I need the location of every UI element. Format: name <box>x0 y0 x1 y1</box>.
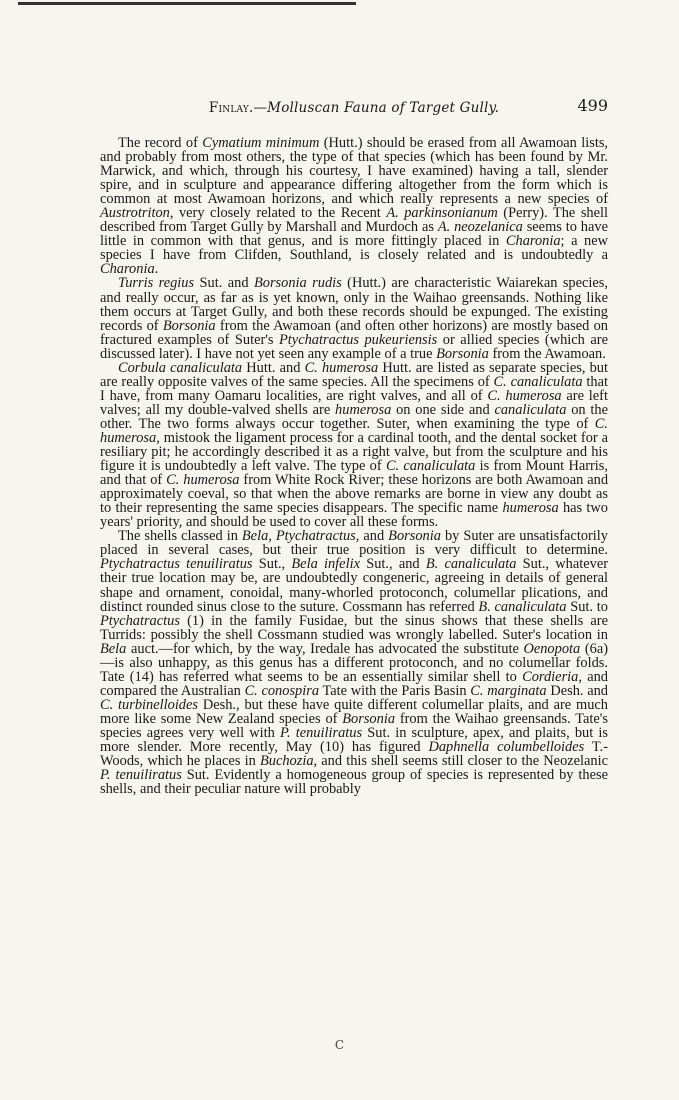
italic-text: C. humerosa <box>100 415 608 446</box>
italic-text: C. turbinelloides <box>100 696 198 713</box>
italic-text: Charonia <box>505 233 561 250</box>
text-run: Desh., but these have quite different columellar plaits, and are much more like some New Zealand species of <box>100 696 608 727</box>
running-article-title: .—Molluscan Fauna of Target Gully. <box>248 100 500 116</box>
text-run: The shells classed in <box>118 528 242 545</box>
text-run: Tate with the Paris Basin <box>319 682 471 699</box>
text-run: has two years' priority, and should be used to cover all these forms. <box>100 500 608 531</box>
italic-text: C. conospira <box>244 682 320 699</box>
text-run: Hutt. and <box>242 359 305 376</box>
italic-text: Cordieria <box>522 668 579 685</box>
top-edge-rule <box>18 2 356 5</box>
text-run: Hutt. are listed as separate species, but are really opposite valves of the same species. All the specimens of <box>100 359 608 390</box>
paragraph <box>100 529 608 796</box>
italic-text: Oenopota <box>523 640 581 657</box>
italic-text: Buchozia <box>259 753 314 770</box>
text-run: from the Awamoan. <box>488 345 606 362</box>
italic-text: Borsonia <box>436 345 489 362</box>
text-run: Desh. and <box>546 682 608 699</box>
italic-text: Bela, Ptychatractus, <box>241 528 360 545</box>
text-run: . <box>154 261 159 278</box>
text-run: Sut., <box>252 556 292 573</box>
italic-text: Corbula canaliculata <box>118 359 243 376</box>
text-run: (1) in the family Fusidae, but the sinus shows that these shells are Turrids: possibly the shell Cossmann studied was wrongly labelled. Suter's location in <box>100 612 608 643</box>
text-run: , and this shell seems still closer to the Neozelanic <box>313 753 609 770</box>
paragraph <box>100 136 608 276</box>
text-run: by Suter are unsatisfactorily placed in several cases, but their true position is very difficult to determine. <box>100 528 608 559</box>
italic-text: Ptychatractus pukeuriensis <box>279 331 438 348</box>
italic-text: B. canaliculata <box>425 556 517 573</box>
text-run: The record of <box>118 135 203 151</box>
text-run: Sut., whatever their true location may be, are undoubtedly congeneric, agreeing in details of general shape and ornament, conoidal, many-whorled protoconch, columellar plications, and distinct rounded sinus close to the suture. Cossmann has referred <box>100 556 608 615</box>
italic-text: Borsonia <box>388 528 441 545</box>
text-run: Sut. in sculpture, apex, and plaits, but is more slender. More recently, May (10) has figured <box>100 724 608 756</box>
italic-text: Turris regius <box>118 275 195 292</box>
text-run: that I have, from many Oamaru localities, are right valves, and all of <box>100 373 608 404</box>
running-header <box>100 92 608 122</box>
text-run: seems to have little in common with that genus, and is more fittingly placed in <box>100 219 608 250</box>
text-run: (Perry). The shell described from Target Gully by Marshall and Murdoch as <box>100 205 608 236</box>
italic-text: humerosa <box>335 401 392 418</box>
text-run: Sut. to <box>566 598 608 615</box>
italic-text: A. parkinsonianum <box>386 205 498 222</box>
text-run: (Hutt.) should be erased from all Awamoan lists, and probably from most others, the type of that species (which has been found by Mr. Marwick, and which, through his courtesy, I have examined) having a tall, slender spire, and in sculpture and appearance differing altogether from the form which is common at most Awamoan horizons, and which really represents a new species of <box>100 135 609 208</box>
text-run: , mistook the ligament process for a cardinal tooth, and the dental socket for a resiliary pit; he accordingly described it as a right valve, but from the sculpture and his figure it is undoubtedly a left valve. The type of <box>100 429 608 475</box>
italic-text: Borsonia <box>162 317 216 334</box>
text-run: from the Waihao greensands. Tate's species agrees very well with <box>100 710 608 741</box>
text-run: from the Awamoan (and often other horizons) are mostly based on fractured examples of Suter's <box>100 317 608 348</box>
italic-text: Borsonia rudis <box>253 275 342 292</box>
text-run: (6a)—is also unhappy, as this genus has a different protoconch, and no columellar folds. Tate (14) has referred what seems to be an essentially similar shell to <box>100 640 609 685</box>
italic-text: B. canaliculata <box>478 598 567 615</box>
text-run: Sut., and <box>359 556 426 573</box>
italic-text: C. canaliculata <box>385 458 476 475</box>
paragraph <box>100 276 608 360</box>
italic-text: Daphnella columbelloides <box>428 739 585 756</box>
text-run: or allied species (which are discussed later). I have not yet seen any example of a true <box>100 331 608 362</box>
italic-text: canaliculata <box>494 401 567 418</box>
italic-text: A. neozelanica <box>437 219 523 236</box>
italic-text: C. humerosa <box>166 472 240 489</box>
text-run: and <box>359 528 389 545</box>
italic-text: Bela <box>100 640 127 657</box>
text-run: from White Rock River; these horizons are both Awamoan and approximately coeval, so that when the above remarks are borne in view any doubt as to their representing the same species disappears. The specific name <box>100 472 609 517</box>
text-run: (Hutt.) are characteristic Waiarekan species, and really occur, as far as is yet known, only in the Waihao greensands. Nothing like them occurs at Target Gully, and both these records should be expunged. The existing records of <box>100 275 608 334</box>
italic-text: humerosa <box>502 500 559 517</box>
italic-text: P. tenuiliratus <box>280 724 363 741</box>
text-run: ; a new species I have from Clifden, Southland, is closely related and is undoubtedly a <box>100 233 609 264</box>
footer-mark: C <box>334 1038 345 1052</box>
italic-text: C. humerosa <box>487 387 562 404</box>
page-number: 499 <box>577 96 608 115</box>
text-run: on one side and <box>391 401 495 418</box>
italic-text: Ptychatractus <box>100 612 180 629</box>
text-run: T.-Woods, which he places in <box>100 739 608 770</box>
italic-text: C. marginata <box>470 682 547 699</box>
italic-text: Charonia <box>100 261 155 278</box>
text-run: auct.—for which, by the way, Iredale has advocated the substitute <box>126 640 524 657</box>
italic-text: Cymatium minimum <box>202 135 320 151</box>
italic-text: Bela infelix <box>291 556 360 573</box>
text-run: Sut. and <box>194 275 254 292</box>
text-run: is from Mount Harris, and that of <box>100 458 608 489</box>
running-title <box>100 100 608 116</box>
text-run: are left valves; all my double-valved shells are <box>100 387 608 418</box>
italic-text: C. humerosa <box>304 359 379 376</box>
italic-text: Austrotriton <box>100 205 170 222</box>
text-run: , and compared the Australian <box>100 668 608 699</box>
text-run: , very closely related to the Recent <box>169 205 387 222</box>
italic-text: P. tenuiliratus <box>100 767 182 784</box>
text-run: on the other. The two forms always occur together. Suter, when examining the type of <box>100 401 608 432</box>
text-run: Sut. Evidently a homogeneous group of species is represented by these shells, and their peculiar nature will probably <box>100 767 608 798</box>
body-text <box>100 136 608 796</box>
running-author: Finlay <box>208 100 249 116</box>
italic-text: C. canaliculata <box>493 373 583 390</box>
paragraph <box>100 361 608 530</box>
italic-text: Borsonia <box>342 710 396 727</box>
page <box>100 92 608 796</box>
italic-text: Ptychatractus tenuiliratus <box>100 556 253 573</box>
